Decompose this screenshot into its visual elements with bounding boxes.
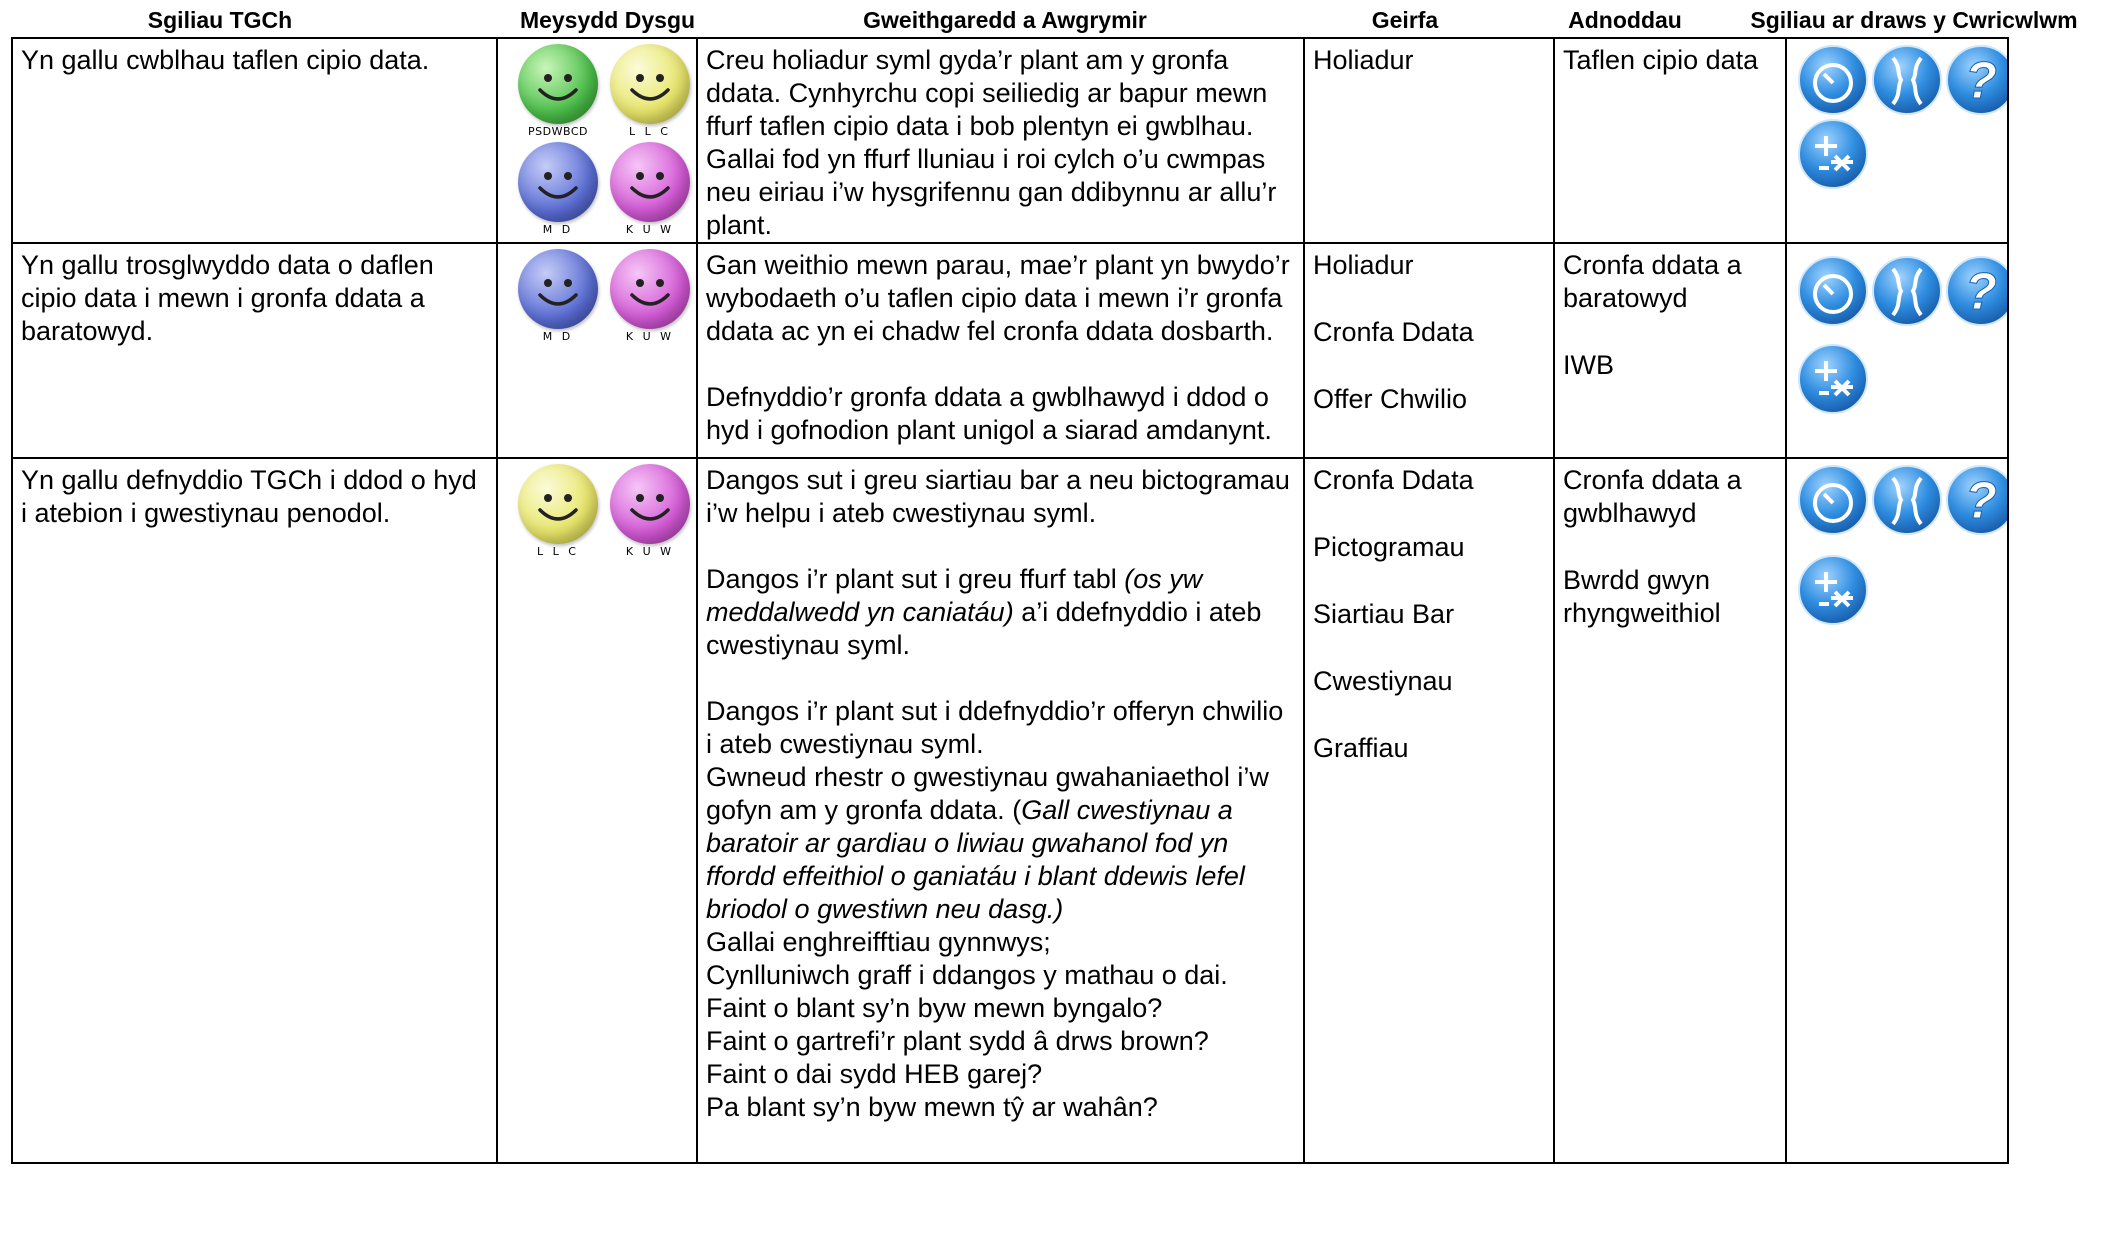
resources-cell [1554,243,1786,458]
resource-item: Taflen cipio data [1563,45,1759,75]
thinking-icon [1797,255,1869,327]
kuw-label: K U W [625,330,675,343]
kuw-area-icon [602,464,697,558]
vocab-item: Cronfa Ddata [1313,465,1474,495]
md-area-icon [510,249,606,343]
activity-text: Gallai enghreifftiau gynnwys; [706,927,1051,957]
curriculum-table [11,37,2009,1164]
skill-cell [12,38,497,243]
vocab-cell [1304,243,1554,458]
activity-text: Dangos i’r plant sut i ddefnyddio’r offeryn chwilio i ateb cwestiynau syml. [706,696,1284,759]
md-area-icon [510,142,606,236]
skill-cell [12,243,497,458]
resources-cell [1554,38,1786,243]
svg-text:?: ? [1965,472,1997,530]
table-row [12,458,2008,1163]
activity-cell [697,458,1304,1163]
psd-area-icon [510,44,606,138]
llc-area-icon [510,464,606,558]
activity-text-italic: (os yw meddalwedd yn caniatáu) [706,564,1203,627]
skill-text: Yn gallu defnyddio TGCh i ddod o hyd i atebion i gwestiynau penodol. [21,465,477,528]
header-vocab: Geirfa [1371,7,1439,33]
resource-item: IWB [1563,350,1614,380]
skill-cell [12,458,497,1163]
svg-text:?: ? [1965,52,1997,110]
vocab-item: Offer Chwilio [1313,384,1468,414]
activity-text: Faint o gartrefi’r plant sydd â drws brown? [706,1026,1209,1056]
communication-icon [1871,44,1943,116]
skill-text: Yn gallu cwblhau taflen cipio data. [21,45,430,75]
header-areas: Meysydd Dysgu [519,7,696,33]
kuw-area-icon [602,142,697,236]
vocab-item: Siartiau Bar [1313,599,1455,629]
resource-item: Cronfa ddata a gwblhawyd [1563,465,1742,528]
table-row [12,243,2008,458]
activity-text-italic: Gall cwestiynau a baratoir ar gardiau o liwiau gwahanol fod yn ffordd effeithiol o ganiatáu i blant ddewis lefel briodol o gwestiwn neu dasg.) [706,795,1245,924]
number-icon [1797,118,1869,190]
cross-curricular-cell [1786,458,2008,1163]
activity-text: Pa blant sy’n byw mewn tŷ ar wahân? [706,1092,1158,1122]
number-icon [1797,554,1869,626]
areas-cell [497,243,697,458]
questioning-icon [1945,255,2008,327]
thinking-icon [1797,464,1869,536]
activity-text: Gan weithio mewn parau, mae’r plant yn bwydo’r wybodaeth o’u taflen cipio data i mewn i’r gronfa ddata ac yn ei chadw fel cronfa ddata dosbarth. [706,250,1290,346]
activity-text: Cynlluniwch graff i ddangos y mathau o dai. [706,960,1228,990]
vocab-item: Pictogramau [1313,532,1465,562]
header-cross-curricular: Sgiliau ar draws y Cwricwlwm [1750,7,2078,33]
llc-label: L L C [629,125,671,138]
activity-text: Faint o dai sydd HEB garej? [706,1059,1043,1089]
activity-text [706,563,1295,662]
llc-area-icon [602,44,697,138]
activity-text: Defnyddio’r gronfa ddata a gwblhawyd i ddod o hyd i gofnodion plant unigol a siarad amdanynt. [706,382,1272,445]
vocab-cell [1304,458,1554,1163]
areas-cell [497,458,697,1163]
md-label: M D [542,330,574,343]
questioning-icon [1945,464,2008,536]
vocab-item: Holiadur [1313,250,1414,280]
md-label: M D [542,223,574,236]
kuw-label: K U W [625,223,675,236]
llc-label: L L C [537,545,579,558]
vocab-cell [1304,38,1554,243]
vocab-item: Graffiau [1313,733,1409,763]
number-icon [1797,343,1869,415]
activity-text: Dangos sut i greu siartiau bar a neu bictogramau i’w helpu i ateb cwestiynau syml. [706,465,1290,528]
table-row [12,38,2008,243]
skill-text: Yn gallu trosglwyddo data o daflen cipio data i mewn i gronfa ddata a baratowyd. [21,250,434,346]
activity-text: Creu holiadur syml gyda’r plant am y gronfa ddata. Cynhyrchu copi seiliedig ar bapur mewn ffurf taflen cipio data i bob plentyn ei gwblhau. Gallai fod yn ffurf lluniau i roi cylch o’u cwmpas neu eiriau i’w hysgrifennu gan ddibynnu ar allu’r plant. [706,45,1277,240]
vocab-item: Cwestiynau [1313,666,1453,696]
header-activities: Gweithgaredd a Awgrymir [863,7,1147,33]
activity-text-part: Dangos i’r plant sut i greu ffurf tabl [706,564,1125,594]
header-skill: Sgiliau TGCh [147,7,293,33]
activity-text: Faint o blant sy’n byw mewn byngalo? [706,993,1163,1023]
questioning-icon [1945,44,2008,116]
kuw-area-icon [602,249,697,343]
cross-curricular-cell [1786,38,2008,243]
activity-cell [697,38,1304,243]
header-resources: Adnoddau [1568,7,1682,33]
resource-item: Bwrdd gwyn rhyngweithiol [1563,565,1721,628]
communication-icon [1871,464,1943,536]
psd-label: PSDWBCD [528,125,588,138]
activity-cell [697,243,1304,458]
kuw-label: K U W [625,545,675,558]
communication-icon [1871,255,1943,327]
resources-cell [1554,458,1786,1163]
vocab-item: Cronfa Ddata [1313,317,1474,347]
activity-text [706,761,1295,926]
activity-text-part: Gwneud rhestr o gwestiynau gwahaniaethol i’w gofyn am y gronfa ddata. ( [706,762,1269,825]
activity-text-part: a’i ddefnyddio i ateb cwestiynau syml. [706,597,1262,660]
vocab-item: Holiadur [1313,45,1414,75]
thinking-icon [1797,44,1869,116]
areas-cell [497,38,697,243]
svg-text:?: ? [1965,263,1997,321]
cross-curricular-cell [1786,243,2008,458]
resource-item: Cronfa ddata a baratowyd [1563,250,1742,313]
